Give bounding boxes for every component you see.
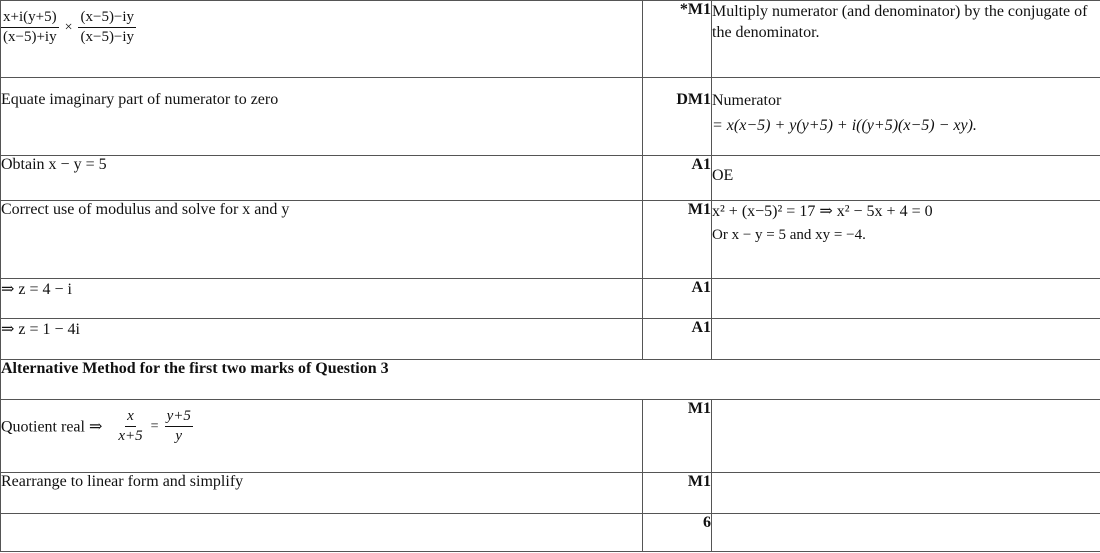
- fraction: [78, 9, 136, 46]
- answer-cell: Obtain x − y = 5: [1, 156, 643, 201]
- table-row: [1, 201, 1100, 279]
- fraction-numerator: (x−5)−iy: [78, 9, 136, 28]
- answer-cell: Correct use of modulus and solve for x and y: [1, 201, 643, 279]
- fraction-denominator: (x−5)+iy: [3, 29, 57, 45]
- mark-cell: M1: [643, 473, 712, 514]
- table-row: [1, 156, 1100, 201]
- mark-cell: A1: [643, 279, 712, 319]
- table-row: [1, 319, 1100, 360]
- guidance-cell: OE: [712, 156, 1100, 201]
- guidance-cell: [712, 473, 1100, 514]
- guidance-cell: [712, 514, 1100, 552]
- fraction-denominator: (x−5)−iy: [80, 29, 135, 45]
- guidance-line: = x(x−5) + y(y+5) + i((y+5)(x−5) − xy).: [712, 117, 977, 134]
- fraction: [1, 9, 59, 46]
- answer-cell: Equate imaginary part of numerator to zero: [1, 78, 643, 156]
- table-row: [1, 78, 1100, 156]
- table-row: [1, 279, 1100, 319]
- guidance-cell: [712, 279, 1100, 319]
- table-row: [1, 514, 1100, 552]
- answer-cell: [1, 1, 643, 78]
- answer-cell: [1, 400, 643, 473]
- mark-cell: M1: [643, 201, 712, 279]
- fraction-denominator: y: [175, 428, 183, 444]
- guidance-line: Numerator: [712, 92, 782, 109]
- fraction-denominator: x+5: [118, 428, 143, 444]
- mark-cell: A1: [643, 319, 712, 360]
- mark-cell: DM1: [643, 78, 712, 156]
- mark-cell: M1: [643, 400, 712, 473]
- mark-cell: A1: [643, 156, 712, 201]
- fraction: [116, 408, 144, 445]
- guidance-cell: Multiply numerator (and denominator) by the conjugate of the denominator.: [712, 1, 1100, 78]
- table-row: [1, 1, 1100, 78]
- answer-cell: [1, 514, 643, 552]
- answer-text: Quotient real ⇒: [1, 418, 103, 436]
- answer-cell: ⇒ z = 4 − i: [1, 279, 643, 319]
- answer-cell: Rearrange to linear form and simplify: [1, 473, 643, 514]
- table-row: [1, 473, 1100, 514]
- guidance-cell: [712, 201, 1100, 279]
- fraction-numerator: y+5: [165, 408, 193, 427]
- guidance-cell: [712, 78, 1100, 156]
- operator: =: [150, 418, 159, 434]
- guidance-line: Or x − y = 5 and xy = −4.: [712, 227, 866, 243]
- operator: ×: [64, 19, 73, 35]
- answer-cell: ⇒ z = 1 − 4i: [1, 319, 643, 360]
- fraction: [165, 408, 193, 445]
- guidance-cell: [712, 319, 1100, 360]
- total-mark-cell: 6: [643, 514, 712, 552]
- mark-cell: *M1: [643, 1, 712, 78]
- guidance-cell: [712, 400, 1100, 473]
- table-row: [1, 360, 1100, 400]
- guidance-line: x² + (x−5)² = 17 ⇒ x² − 5x + 4 = 0: [712, 203, 933, 220]
- alternative-method-heading: Alternative Method for the first two marks of Question 3: [1, 360, 1100, 400]
- fraction-numerator: x+i(y+5): [1, 9, 59, 28]
- fraction-numerator: x: [125, 408, 136, 427]
- table-row: [1, 400, 1100, 473]
